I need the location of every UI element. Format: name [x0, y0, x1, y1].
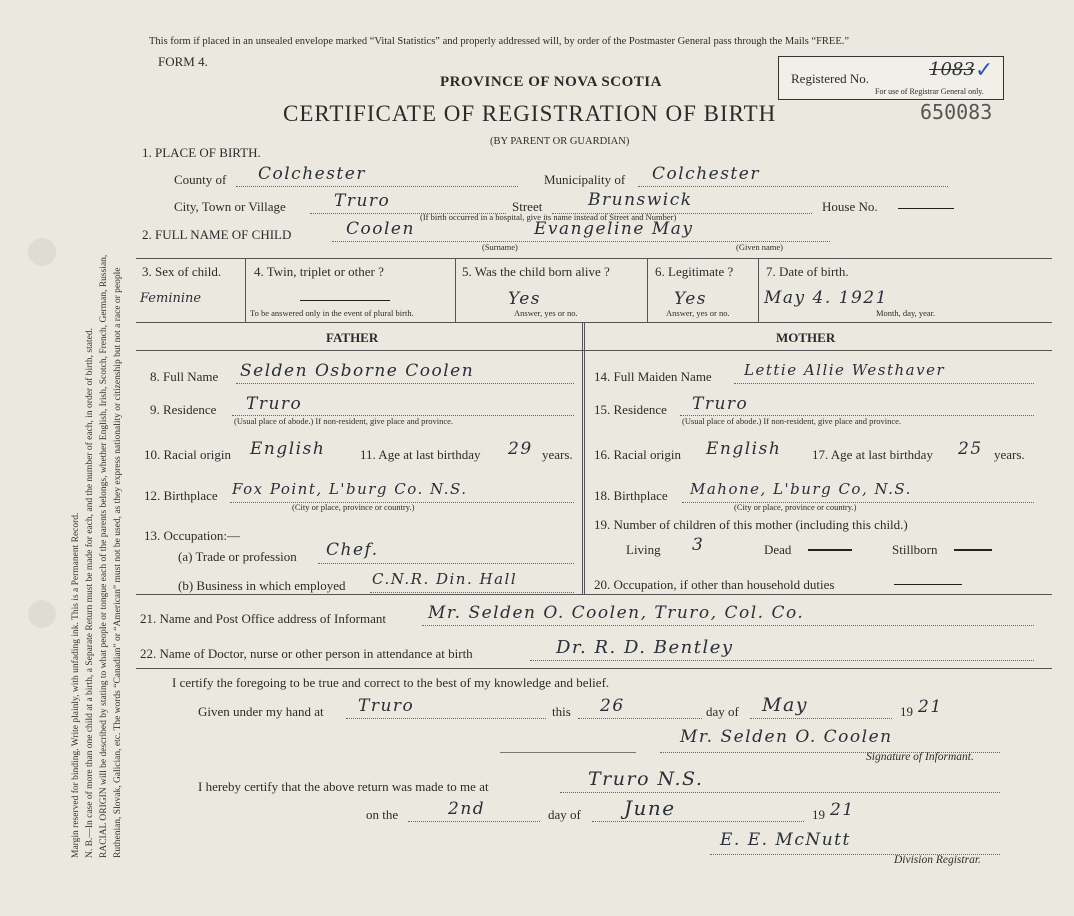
- legitimate-value: Yes: [674, 289, 708, 309]
- registrar-day-of-label: day of: [548, 807, 581, 822]
- living-label: Living: [626, 542, 661, 557]
- mother-birthplace-note: (City or place, province or country.): [734, 502, 857, 512]
- mother-residence-value: Truro: [692, 394, 749, 414]
- children-count-label: 19. Number of children of this mother (including this child.): [594, 517, 908, 532]
- date-value: May 4. 1921: [764, 288, 888, 308]
- punch-hole-bottom: [28, 600, 56, 628]
- mother-age-label: 17. Age at last birthday: [812, 447, 933, 462]
- father-age-label: 11. Age at last birthday: [360, 447, 481, 462]
- city-label: City, Town or Village: [174, 199, 286, 214]
- mother-birthplace-label: 18. Birthplace: [594, 488, 668, 503]
- father-business-value: C.N.R. Din. Hall: [372, 570, 518, 588]
- registrar-year-value: 21: [830, 800, 855, 820]
- sex-value: Feminine: [140, 291, 202, 306]
- given-name-note: (Given name): [736, 242, 783, 252]
- mother-heading: MOTHER: [776, 330, 836, 345]
- twin-label: 4. Twin, triplet or other ?: [254, 264, 384, 279]
- legitimate-note: Answer, yes or no.: [666, 308, 730, 318]
- date-note: Month, day, year.: [876, 308, 936, 318]
- stillborn-label: Stillborn: [892, 542, 938, 557]
- place-of-birth-heading: 1. PLACE OF BIRTH.: [142, 145, 261, 160]
- margin-line-3: RACIAL ORIGIN will be described by stating to what people or tongue each of the parents belongs, whether English, Irish, Scotch, French, German, Russian,: [99, 254, 109, 858]
- father-birthplace-value: Fox Point, L'burg Co. N.S.: [232, 480, 468, 498]
- municipality-value: Colchester: [652, 164, 760, 184]
- registered-label: Registered No.: [791, 71, 869, 86]
- margin-line-1: Margin reserved for binding. Write plainly, with unfading ink. This is a Permanent Record.: [71, 512, 81, 858]
- mother-residence-label: 15. Residence: [594, 402, 667, 417]
- father-residence-label: 9. Residence: [150, 402, 217, 417]
- given-place-value: Truro: [358, 696, 415, 716]
- alive-value: Yes: [508, 289, 542, 309]
- cert-month-value: May: [762, 694, 809, 716]
- day-of-label: day of: [706, 704, 739, 719]
- cert-year-prefix: 19: [900, 704, 913, 719]
- house-no-label: House No.: [822, 199, 878, 214]
- mother-residence-note: (Usual place of abode.) If non-resident, give place and province.: [682, 416, 902, 426]
- hospital-note: (If birth occurred in a hospital, give its name instead of Street and Number): [420, 212, 677, 222]
- province-heading: PROVINCE OF NOVA SCOTIA: [440, 74, 662, 90]
- sex-label: 3. Sex of child.: [142, 264, 222, 279]
- child-surname: Coolen: [346, 219, 415, 239]
- dead-label: Dead: [764, 542, 792, 557]
- informant-label: 21. Name and Post Office address of Informant: [140, 611, 386, 626]
- living-value: 3: [692, 535, 705, 555]
- margin-line-2: N. B.—In case of more than one child at a birth, a Separate Return must be made for each, and the number of each, in order of birth, stated.: [85, 328, 95, 858]
- mother-race-value: English: [706, 439, 782, 459]
- checkmark-icon: ✓: [975, 57, 994, 82]
- legitimate-label: 6. Legitimate ?: [655, 264, 734, 279]
- mother-name-value: Lettie Allie Westhaver: [744, 361, 946, 379]
- twin-note: To be answered only in the event of plural birth.: [250, 308, 414, 318]
- alive-note: Answer, yes or no.: [514, 308, 578, 318]
- registrar-year-prefix: 19: [812, 807, 825, 822]
- father-trade-label: (a) Trade or profession: [178, 549, 297, 564]
- father-business-label: (b) Business in which employed: [178, 578, 346, 593]
- father-trade-value: Chef.: [326, 540, 379, 560]
- document-title: CERTIFICATE OF REGISTRATION OF BIRTH: [283, 101, 777, 126]
- certify-statement: I certify the foregoing to be true and correct to the best of my knowledge and belief.: [172, 675, 610, 690]
- informant-signature: Mr. Selden O. Coolen: [680, 727, 893, 747]
- on-the-label: on the: [366, 807, 399, 822]
- father-race-value: English: [250, 439, 326, 459]
- margin-line-4: Ruthenian, Slovak, Galician, etc. The words “Canadian” or “American” must not be used, as they express nationality or citizenship but not a race or people: [113, 267, 123, 858]
- father-age-value: 29: [508, 439, 533, 459]
- street-label: Street: [512, 199, 543, 214]
- given-under-label: Given under my hand at: [198, 704, 324, 719]
- child-name-label: 2. FULL NAME OF CHILD: [142, 227, 292, 242]
- cert-year-value: 21: [918, 697, 943, 717]
- father-name-label: 8. Full Name: [150, 369, 219, 384]
- father-residence-note: (Usual place of abode.) If non-resident, give place and province.: [234, 416, 454, 426]
- registrar-signature: E. E. McNutt: [720, 830, 851, 850]
- street-value: Brunswick: [588, 190, 693, 210]
- registrar-signature-label: Division Registrar.: [894, 854, 981, 866]
- county-value: Colchester: [258, 164, 366, 184]
- father-heading: FATHER: [326, 330, 379, 345]
- city-value: Truro: [334, 191, 391, 211]
- mother-occupation-label: 20. Occupation, if other than household duties: [594, 577, 835, 592]
- county-label: County of: [174, 172, 227, 187]
- registrar-month-value: June: [624, 796, 676, 820]
- registered-number-box: [778, 56, 1004, 100]
- mother-age-value: 25: [958, 439, 983, 459]
- alive-label: 5. Was the child born alive ?: [462, 264, 610, 279]
- postal-notice: This form if placed in an unsealed envelope marked “Vital Statistics” and properly addressed will, by order of the Postmaster General pass through the Mails “FREE.”: [149, 36, 850, 47]
- registered-number: 1083: [929, 59, 975, 80]
- registered-note: For use of Registrar General only.: [875, 87, 984, 96]
- punch-hole-top: [28, 238, 56, 266]
- registrar-statement: I hereby certify that the above return was made to me at: [198, 779, 489, 794]
- date-label: 7. Date of birth.: [766, 264, 849, 279]
- father-race-label: 10. Racial origin: [144, 447, 232, 462]
- document-subtitle: (BY PARENT OR GUARDIAN): [490, 136, 630, 147]
- surname-note: (Surname): [482, 242, 518, 252]
- father-years-label: years.: [542, 447, 573, 462]
- doctor-label: 22. Name of Doctor, nurse or other person in attendance at birth: [140, 646, 473, 661]
- father-residence-value: Truro: [246, 394, 303, 414]
- registration-stamp: 650083: [920, 100, 993, 124]
- informant-value: Mr. Selden O. Coolen, Truro, Col. Co.: [428, 603, 805, 623]
- mother-birthplace-value: Mahone, L'burg Co, N.S.: [690, 480, 912, 498]
- this-label: this: [552, 704, 571, 719]
- child-given-name: Evangeline May: [534, 219, 694, 239]
- municipality-label: Municipality of: [544, 172, 626, 187]
- mother-race-label: 16. Racial origin: [594, 447, 682, 462]
- registrar-day-value: 2nd: [448, 799, 486, 819]
- informant-signature-label: Signature of Informant.: [866, 751, 974, 763]
- father-name-value: Selden Osborne Coolen: [240, 361, 475, 381]
- form-number: FORM 4.: [158, 54, 208, 69]
- doctor-value: Dr. R. D. Bentley: [556, 637, 734, 658]
- father-birthplace-label: 12. Birthplace: [144, 488, 218, 503]
- father-occupation-label: 13. Occupation:—: [144, 528, 241, 543]
- cert-day-value: 26: [600, 696, 625, 716]
- registrar-place-value: Truro N.S.: [588, 768, 704, 790]
- mother-name-label: 14. Full Maiden Name: [594, 369, 712, 384]
- mother-years-label: years.: [994, 447, 1025, 462]
- father-birthplace-note: (City or place, province or country.): [292, 502, 415, 512]
